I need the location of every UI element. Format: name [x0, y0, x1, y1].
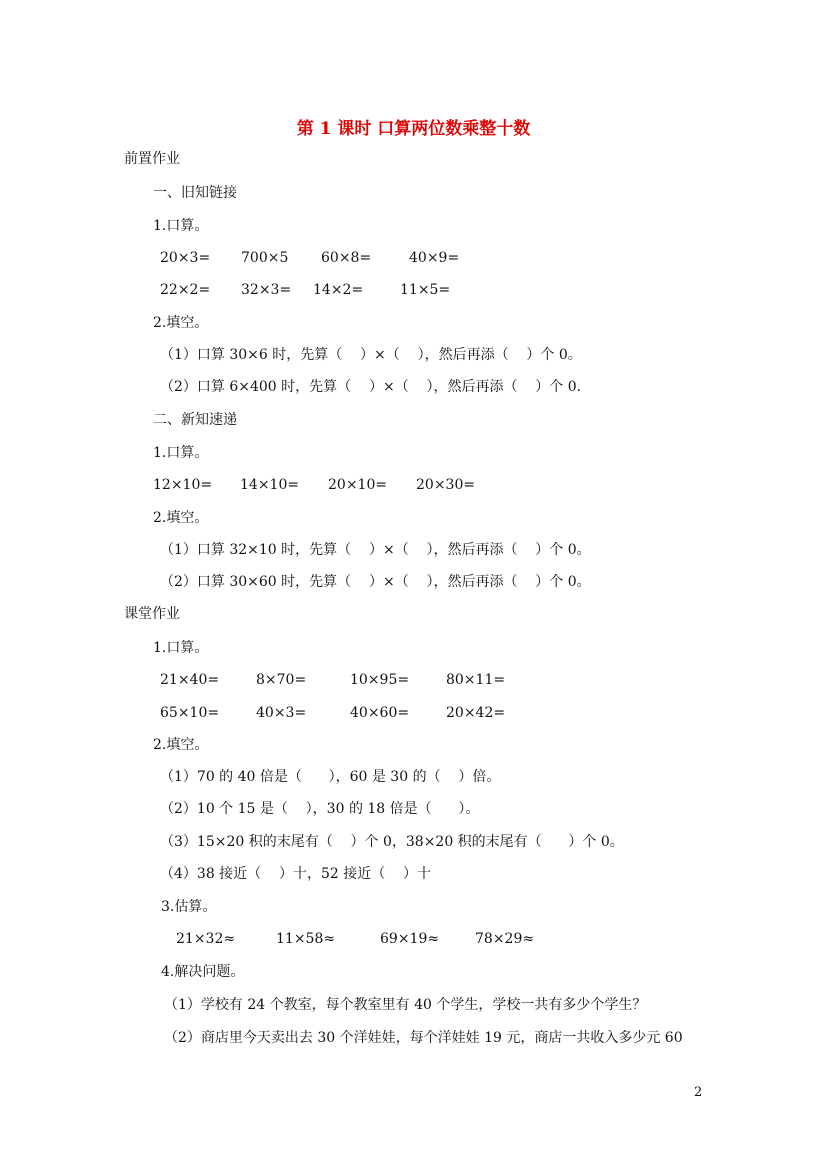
- question-label: 1.口算。: [153, 640, 209, 656]
- word-problem: （1）学校有 24 个教室，每个教室里有 40 个学生，学校一共有多少个学生？: [164, 997, 647, 1013]
- math-item: 21×40=: [160, 672, 220, 688]
- question-label: 2.填空。: [153, 315, 209, 331]
- subsection-heading-new: 二、新知速递: [153, 412, 237, 428]
- math-item: 40×3=: [256, 705, 307, 721]
- math-item: 20×3=: [160, 250, 211, 266]
- section-heading-class: 课堂作业: [124, 606, 180, 622]
- fill-blank-item: （1）口算 30×6 时，先算（ ）×（ ），然后再添（ ）个 0。: [160, 347, 582, 363]
- math-item: 78×29≈: [475, 931, 535, 947]
- fill-blank-item: （3）15×20 积的末尾有（ ）个 0，38×20 积的末尾有（ ）个 0。: [160, 834, 624, 850]
- fill-blank-item: （2）10 个 15 是（ ），30 的 18 倍是（ ）。: [160, 801, 480, 817]
- math-item: 21×32≈: [176, 931, 236, 947]
- question-label: 4.解决问题。: [161, 964, 245, 980]
- fill-blank-item: （2）口算 6×400 时，先算（ ）×（ ），然后再添（ ）个 0.: [160, 379, 582, 395]
- math-item: 700×5: [241, 250, 289, 266]
- section-heading-pre: 前置作业: [124, 151, 180, 167]
- math-item: 10×95=: [350, 672, 410, 688]
- math-item: 14×2=: [313, 282, 364, 298]
- math-item: 12×10=: [153, 477, 213, 493]
- question-label: 3.估算。: [161, 899, 217, 915]
- math-item: 11×5=: [400, 282, 451, 298]
- math-item: 22×2=: [160, 282, 211, 298]
- math-item: 14×10=: [240, 477, 300, 493]
- question-label: 2.填空。: [153, 510, 209, 526]
- subsection-heading-review: 一、旧知链接: [153, 185, 237, 201]
- math-item: 11×58≈: [276, 931, 336, 947]
- math-item: 40×9=: [409, 250, 460, 266]
- math-item: 65×10=: [160, 705, 220, 721]
- page-title: 第 1 课时 口算两位数乘整十数: [296, 119, 531, 139]
- math-item: 20×42=: [446, 705, 506, 721]
- fill-blank-item: （1）口算 32×10 时，先算（ ）×（ ），然后再添（ ）个 0。: [160, 542, 591, 558]
- math-item: 80×11=: [446, 672, 506, 688]
- page-number: 2: [694, 1085, 703, 1100]
- question-label: 2.填空。: [153, 737, 209, 753]
- math-item: 20×10=: [328, 477, 388, 493]
- math-item: 32×3=: [241, 282, 292, 298]
- math-item: 20×30=: [416, 477, 476, 493]
- fill-blank-item: （1）70 的 40 倍是（ ），60 是 30 的（ ）倍。: [160, 769, 501, 785]
- math-item: 60×8=: [321, 250, 372, 266]
- fill-blank-item: （2）口算 30×60 时，先算（ ）×（ ），然后再添（ ）个 0。: [160, 574, 591, 590]
- math-item: 69×19≈: [380, 931, 440, 947]
- math-item: 8×70=: [256, 672, 307, 688]
- question-label: 1.口算。: [153, 445, 209, 461]
- fill-blank-item: （4）38 接近（ ）十，52 接近（ ）十: [160, 866, 432, 882]
- question-label: 1.口算。: [153, 218, 209, 234]
- math-item: 40×60=: [350, 705, 410, 721]
- word-problem: （2）商店里今天卖出去 30 个洋娃娃，每个洋娃娃 19 元，商店一共收入多少元 60: [164, 1030, 683, 1046]
